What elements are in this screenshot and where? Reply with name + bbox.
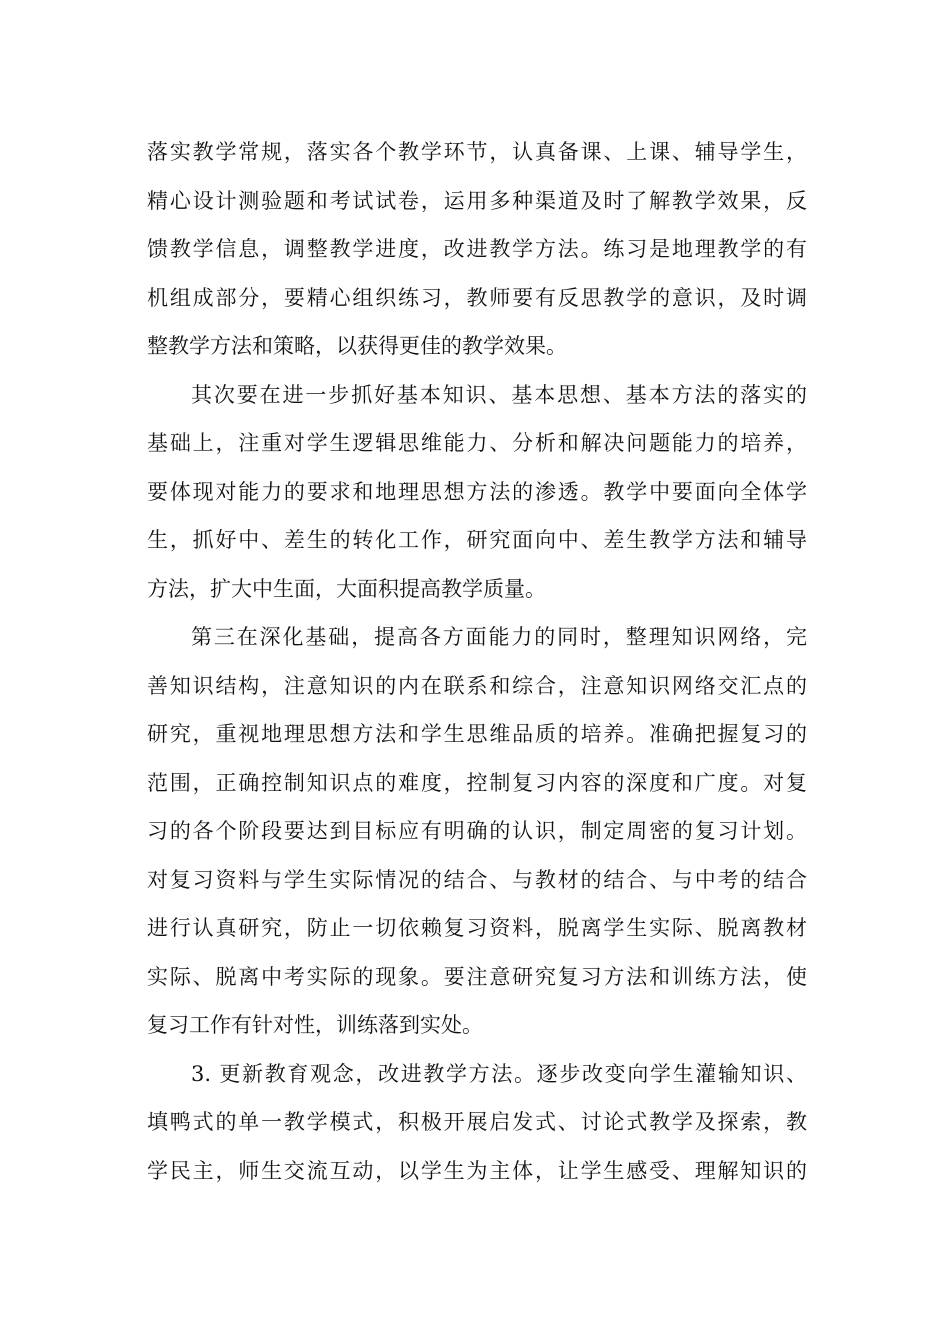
text-line: 其次要在进一步抓好基本知识、基本思想、基本方法的落实的 [191, 382, 807, 407]
paragraph-2 [147, 371, 807, 614]
text-line: 善知识结构，注意知识的内在联系和综合，注意知识网络交汇点的 [147, 673, 807, 698]
text-line: 填鸭式的单一教学模式，积极开展启发式、讨论式教学及探索，教 [147, 1110, 807, 1134]
text-line: 整教学方法和策略，以获得更佳的教学效果。 [147, 334, 567, 358]
text-line: 研究，重视地理思想方法和学生思维品质的培养。准确把握复习的 [147, 722, 807, 746]
document-body [147, 128, 807, 1195]
text-line: 复习工作有针对性，训练落到实处。 [147, 1013, 483, 1037]
paragraph-3 [147, 613, 807, 1050]
text-line: 精心设计测验题和考试试卷，运用多种渠道及时了解教学效果，反 [147, 188, 807, 213]
text-line: 3. 更新教育观念，改进教学方法。逐步改变向学生灌输知识、 [191, 1061, 807, 1086]
text-line: 学民主，师生交流互动，以学生为主体，让学生感受、理解知识的 [147, 1158, 807, 1183]
text-line: 馈教学信息，调整教学进度，改进教学方法。练习是地理教学的有 [147, 237, 807, 261]
paragraph-1 [147, 128, 807, 371]
text-line: 实际、脱离中考实际的现象。要注意研究复习方法和训练方法，使 [147, 964, 807, 989]
text-line: 方法，扩大中生面，大面积提高教学质量。 [147, 576, 546, 601]
text-line: 对复习资料与学生实际情况的结合、与教材的结合、与中考的结合 [147, 867, 807, 892]
text-line: 生，抓好中、差生的转化工作，研究面向中、差生教学方法和辅导 [147, 528, 807, 552]
text-line: 习的各个阶段要达到目标应有明确的认识，制定周密的复习计划。 [147, 819, 807, 843]
text-line: 落实教学常规，落实各个教学环节，认真备课、上课、辅导学生， [147, 140, 807, 164]
text-line: 基础上，注重对学生逻辑思维能力、分析和解决问题能力的培养， [147, 431, 807, 455]
paragraph-4 [147, 1050, 807, 1196]
text-line: 机组成部分，要精心组织练习，教师要有反思教学的意识，及时调 [147, 285, 807, 310]
text-line: 要体现对能力的要求和地理思想方法的渗透。教学中要面向全体学 [147, 479, 807, 504]
text-line: 范围，正确控制知识点的难度，控制复习内容的深度和广度。对复 [147, 770, 807, 795]
text-line: 第三在深化基础，提高各方面能力的同时，整理知识网络，完 [191, 625, 807, 649]
text-line: 进行认真研究，防止一切依赖复习资料，脱离学生实际、脱离教材 [147, 916, 807, 940]
